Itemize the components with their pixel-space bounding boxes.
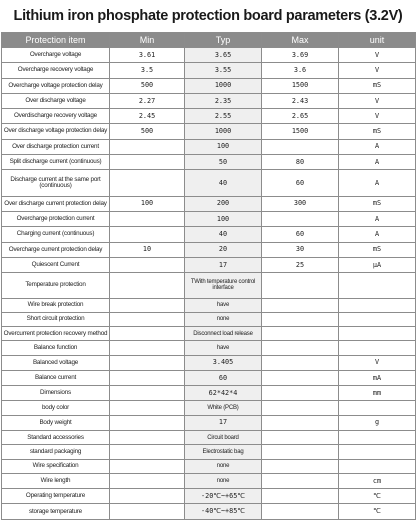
item-cell: Overcharge recovery voltage <box>2 63 110 78</box>
max-cell: 30 <box>262 242 339 257</box>
table-row <box>2 63 416 78</box>
item-cell: Quiescent Current <box>2 257 110 272</box>
max-cell: 3.69 <box>262 48 339 63</box>
max-cell <box>262 327 339 341</box>
min-cell <box>110 154 185 169</box>
typ-cell: Disconnect load release <box>185 327 262 341</box>
parameters-table <box>1 32 416 520</box>
unit-cell: mm <box>339 386 416 401</box>
typ-cell: -20℃~+65℃ <box>185 489 262 504</box>
table-row <box>2 154 416 169</box>
unit-cell <box>339 312 416 326</box>
unit-cell: A <box>339 154 416 169</box>
item-cell: Short circuit protection <box>2 312 110 326</box>
min-cell: 2.27 <box>110 93 185 108</box>
min-cell <box>110 139 185 154</box>
typ-cell: 3.65 <box>185 48 262 63</box>
min-cell <box>110 431 185 445</box>
typ-cell: 40 <box>185 227 262 242</box>
min-cell: 500 <box>110 124 185 139</box>
max-cell: 1500 <box>262 78 339 93</box>
item-cell: Dimensions <box>2 386 110 401</box>
min-cell: 10 <box>110 242 185 257</box>
page-title: Lithium iron phosphate protection board parameters (3.2V) <box>13 8 403 24</box>
unit-cell: A <box>339 139 416 154</box>
max-cell: 25 <box>262 257 339 272</box>
min-cell <box>110 327 185 341</box>
table-row <box>2 196 416 211</box>
table-row <box>2 109 416 124</box>
max-cell <box>262 401 339 415</box>
unit-cell: mS <box>339 78 416 93</box>
table-row <box>2 298 416 312</box>
min-cell <box>110 504 185 520</box>
table-row <box>2 473 416 488</box>
table-row <box>2 93 416 108</box>
item-cell: Discharge current at the same port (continuous) <box>2 170 110 197</box>
header-row <box>2 33 416 48</box>
table-row <box>2 415 416 430</box>
min-cell: 100 <box>110 196 185 211</box>
typ-cell: 2.55 <box>185 109 262 124</box>
header-unit: unit <box>339 33 416 48</box>
table-row <box>2 78 416 93</box>
table-row <box>2 341 416 355</box>
min-cell <box>110 489 185 504</box>
max-cell <box>262 489 339 504</box>
min-cell: 3.5 <box>110 63 185 78</box>
unit-cell: μA <box>339 257 416 272</box>
unit-cell: cm <box>339 473 416 488</box>
item-cell: body color <box>2 401 110 415</box>
max-cell: 60 <box>262 170 339 197</box>
table-header <box>2 33 416 48</box>
unit-cell: V <box>339 109 416 124</box>
max-cell: 300 <box>262 196 339 211</box>
max-cell <box>262 312 339 326</box>
max-cell <box>262 415 339 430</box>
min-cell <box>110 473 185 488</box>
typ-cell: 1000 <box>185 78 262 93</box>
max-cell <box>262 273 339 298</box>
typ-cell: 3.405 <box>185 355 262 370</box>
table-row <box>2 242 416 257</box>
typ-cell: have <box>185 298 262 312</box>
typ-cell: 60 <box>185 370 262 385</box>
min-cell <box>110 341 185 355</box>
min-cell <box>110 212 185 227</box>
min-cell <box>110 459 185 473</box>
item-cell: Body weight <box>2 415 110 430</box>
max-cell <box>262 355 339 370</box>
min-cell <box>110 257 185 272</box>
typ-cell: 62*42*4 <box>185 386 262 401</box>
header-min: Min <box>110 33 185 48</box>
table-row <box>2 431 416 445</box>
item-cell: Split discharge current (continuous) <box>2 154 110 169</box>
unit-cell <box>339 459 416 473</box>
unit-cell: V <box>339 48 416 63</box>
unit-cell <box>339 401 416 415</box>
table-row <box>2 489 416 504</box>
max-cell <box>262 139 339 154</box>
table-row <box>2 312 416 326</box>
table-body <box>2 48 416 520</box>
item-cell: Balanced voltage <box>2 355 110 370</box>
table-row <box>2 504 416 520</box>
max-cell <box>262 386 339 401</box>
table-row <box>2 401 416 415</box>
min-cell <box>110 445 185 459</box>
max-cell <box>262 459 339 473</box>
table-row <box>2 386 416 401</box>
min-cell <box>110 227 185 242</box>
min-cell <box>110 386 185 401</box>
header-max: Max <box>262 33 339 48</box>
max-cell: 2.43 <box>262 93 339 108</box>
unit-cell <box>339 298 416 312</box>
typ-cell: none <box>185 473 262 488</box>
min-cell <box>110 370 185 385</box>
min-cell <box>110 273 185 298</box>
max-cell <box>262 445 339 459</box>
min-cell: 2.45 <box>110 109 185 124</box>
unit-cell: mS <box>339 124 416 139</box>
max-cell <box>262 370 339 385</box>
unit-cell: mS <box>339 196 416 211</box>
table-row <box>2 48 416 63</box>
item-cell: Balance function <box>2 341 110 355</box>
unit-cell: ℃ <box>339 489 416 504</box>
table-row <box>2 227 416 242</box>
typ-cell: 50 <box>185 154 262 169</box>
unit-cell <box>339 445 416 459</box>
unit-cell: ℃ <box>339 504 416 520</box>
max-cell <box>262 212 339 227</box>
typ-cell: 17 <box>185 415 262 430</box>
typ-cell: White (PCB) <box>185 401 262 415</box>
unit-cell: V <box>339 93 416 108</box>
item-cell: storage temperature <box>2 504 110 520</box>
min-cell <box>110 415 185 430</box>
unit-cell <box>339 341 416 355</box>
table-row <box>2 273 416 298</box>
min-cell <box>110 312 185 326</box>
typ-cell: 1000 <box>185 124 262 139</box>
max-cell <box>262 504 339 520</box>
typ-cell: 100 <box>185 212 262 227</box>
table-row <box>2 445 416 459</box>
max-cell <box>262 341 339 355</box>
typ-cell: 3.55 <box>185 63 262 78</box>
header-typ: Typ <box>185 33 262 48</box>
item-cell: Overcharge protection current <box>2 212 110 227</box>
unit-cell: V <box>339 355 416 370</box>
typ-cell: Circuit board <box>185 431 262 445</box>
min-cell <box>110 401 185 415</box>
item-cell: Wire break protection <box>2 298 110 312</box>
table-row <box>2 257 416 272</box>
item-cell: Operating temperature <box>2 489 110 504</box>
table-row <box>2 170 416 197</box>
item-cell: Wire specification <box>2 459 110 473</box>
item-cell: Overdischarge recovery voltage <box>2 109 110 124</box>
unit-cell: V <box>339 63 416 78</box>
header-protection-item: Protection item <box>2 33 110 48</box>
max-cell: 60 <box>262 227 339 242</box>
typ-cell: 2.35 <box>185 93 262 108</box>
typ-cell: -40℃~+85℃ <box>185 504 262 520</box>
item-cell: Overcharge voltage <box>2 48 110 63</box>
item-cell: Over discharge protection current <box>2 139 110 154</box>
table-row <box>2 139 416 154</box>
min-cell: 3.61 <box>110 48 185 63</box>
typ-cell: have <box>185 341 262 355</box>
unit-cell <box>339 327 416 341</box>
item-cell: Over discharge current protection delay <box>2 196 110 211</box>
typ-cell: 17 <box>185 257 262 272</box>
min-cell <box>110 170 185 197</box>
unit-cell <box>339 273 416 298</box>
unit-cell: A <box>339 227 416 242</box>
item-cell: standard packaging <box>2 445 110 459</box>
item-cell: Overcharge voltage protection delay <box>2 78 110 93</box>
table-row <box>2 370 416 385</box>
item-cell: Over discharge voltage protection delay <box>2 124 110 139</box>
max-cell <box>262 431 339 445</box>
unit-cell <box>339 431 416 445</box>
min-cell <box>110 355 185 370</box>
item-cell: Over discharge voltage <box>2 93 110 108</box>
unit-cell: g <box>339 415 416 430</box>
unit-cell: A <box>339 212 416 227</box>
typ-cell: Electrostatic bag <box>185 445 262 459</box>
max-cell <box>262 298 339 312</box>
item-cell: Standard accessories <box>2 431 110 445</box>
item-cell: Overcharge current protection delay <box>2 242 110 257</box>
typ-cell: 200 <box>185 196 262 211</box>
typ-cell: none <box>185 312 262 326</box>
max-cell: 3.6 <box>262 63 339 78</box>
table-row <box>2 212 416 227</box>
max-cell: 1500 <box>262 124 339 139</box>
typ-cell: none <box>185 459 262 473</box>
min-cell: 500 <box>110 78 185 93</box>
table-row <box>2 355 416 370</box>
item-cell: Temperature protection <box>2 273 110 298</box>
unit-cell: A <box>339 170 416 197</box>
item-cell: Charging current (continuous) <box>2 227 110 242</box>
typ-cell: 20 <box>185 242 262 257</box>
typ-cell: 100 <box>185 139 262 154</box>
item-cell: Balance current <box>2 370 110 385</box>
max-cell: 80 <box>262 154 339 169</box>
typ-cell: TWith temperature control interface <box>185 273 262 298</box>
unit-cell: mS <box>339 242 416 257</box>
max-cell: 2.65 <box>262 109 339 124</box>
typ-cell: 40 <box>185 170 262 197</box>
table-row <box>2 327 416 341</box>
item-cell: Overcurrent protection recovery method <box>2 327 110 341</box>
unit-cell: mA <box>339 370 416 385</box>
table-row <box>2 124 416 139</box>
item-cell: Wire length <box>2 473 110 488</box>
table-row <box>2 459 416 473</box>
min-cell <box>110 298 185 312</box>
max-cell <box>262 473 339 488</box>
